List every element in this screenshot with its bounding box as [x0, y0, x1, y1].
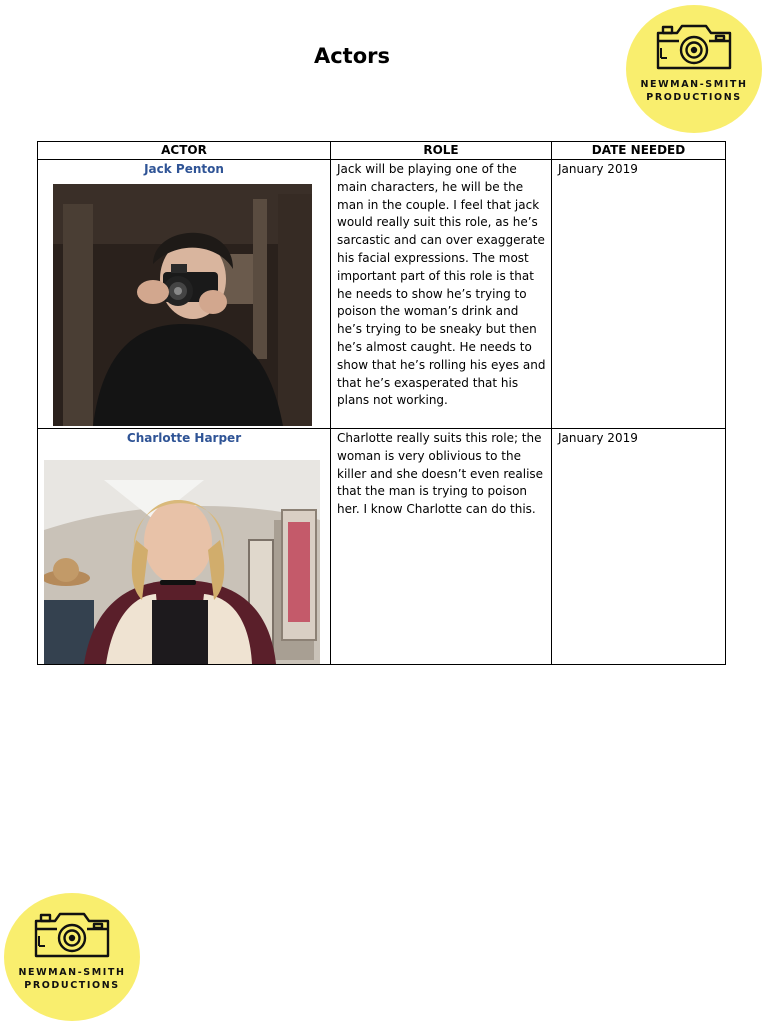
camera-icon: [655, 22, 733, 72]
page-title: Actors: [313, 44, 391, 68]
logo-line-1: NEWMAN-SMITH: [640, 79, 748, 90]
actor-photo: [53, 184, 312, 426]
role-description: Jack will be playing one of the main characters, he will be the man in the couple. I feel that jack would really suit this role, as he’s sarcastic and can over exaggerate his facial expressions. The most important part of this role is that he needs to show he’s trying to poison the woman’s drink and he’s trying to be sneaky but then he’s almost caught. He needs to show that he’s rolling his eyes and that he’s exasperated that his plans not working.: [337, 162, 546, 408]
logo-line-2: PRODUCTIONS: [646, 92, 742, 103]
role-description: Charlotte really suits this role; the woman is very oblivious to the killer and she doesn’t even realise that the man is trying to poison her. I know Charlotte can do this.: [337, 431, 544, 517]
logo-line-1: NEWMAN-SMITH: [18, 967, 126, 978]
logo-line-2: PRODUCTIONS: [24, 980, 120, 991]
date-cell: [552, 429, 726, 665]
company-logo: [626, 5, 762, 133]
date-cell: [552, 160, 726, 429]
role-cell: [331, 429, 552, 665]
actors-table: [37, 141, 726, 665]
table-header-row: [38, 142, 726, 160]
actor-name: Jack Penton: [144, 162, 224, 176]
actor-cell: [38, 429, 331, 665]
camera-icon: [33, 910, 111, 960]
actor-cell: [38, 160, 331, 429]
header-date-needed: DATE NEEDED: [552, 142, 726, 160]
date-needed: January 2019: [558, 431, 638, 445]
actor-name: Charlotte Harper: [126, 431, 242, 445]
table-row: [38, 429, 726, 665]
date-needed: January 2019: [558, 162, 638, 176]
actor-photo: [44, 460, 320, 664]
table-row: [38, 160, 726, 429]
company-logo: [4, 893, 140, 1021]
header-actor: ACTOR: [38, 142, 331, 160]
header-role: ROLE: [331, 142, 552, 160]
role-cell: [331, 160, 552, 429]
